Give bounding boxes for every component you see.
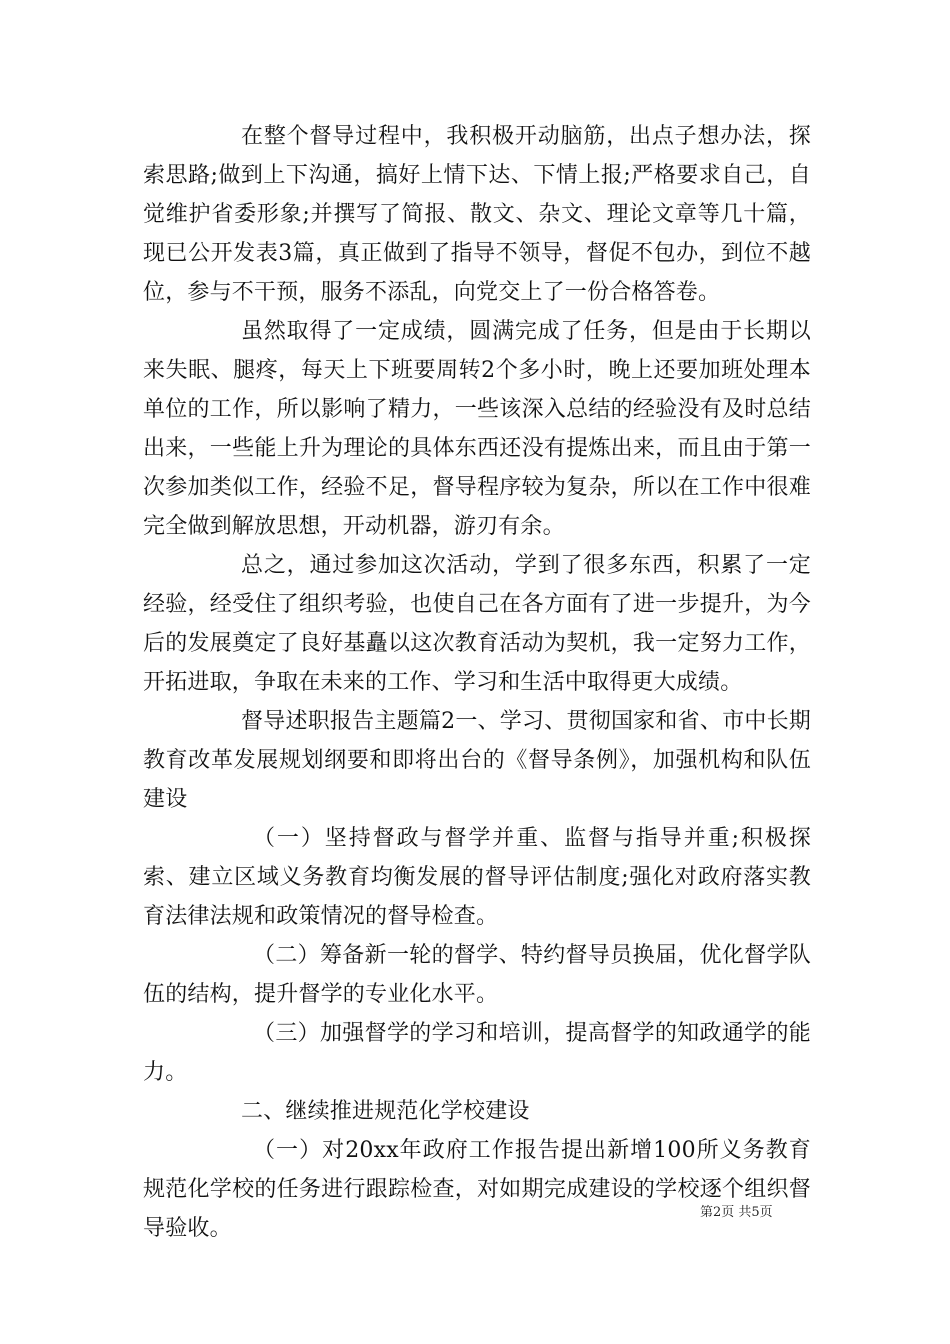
paragraph-report-part2-heading: 督导述职报告主题篇2一、学习、贯彻国家和省、市中长期教育改革发展规划纲要和即将出台的《督导条例》，加强机构和队伍建设 (143, 709, 811, 812)
paragraph-shortcomings: 虽然取得了一定成绩，圆满完成了任务，但是由于长期以来失眠、腿疼，每天上下班要周转2个多小时，晚上还要加班处理本单位的工作，所以影响了精力，一些该深入总结的经验没有及时总结出来，一些能上升为理论的具体东西还没有提炼出来，而且由于第一次参加类似工作，经验不足，督导程序较为复杂，所以在工作中很难完全做到解放思想，开动机器，游刃有余。 (143, 319, 811, 539)
paragraph-school-item-1: （一）对20xx年政府工作报告提出新增100所义务教育规范化学校的任务进行跟踪检查，对如期完成建设的学校逐个组织督导验收。 (143, 1138, 811, 1241)
paragraph-item-1: （一）坚持督政与督学并重、监督与指导并重;积极探索、建立区域义务教育均衡发展的督导评估制度;强化对政府落实教育法律法规和政策情况的督导检查。 (143, 826, 811, 929)
page-number-footer: 第2页 共5页 (700, 1205, 773, 1220)
paragraph-item-3: （三）加强督学的学习和培训，提高督学的知政通学的能力。 (143, 1021, 811, 1085)
paragraph-conclusion: 总之，通过参加这次活动，学到了很多东西，积累了一定经验，经受住了组织考验，也使自己在各方面有了进一步提升，为今后的发展奠定了良好基矗以这次教育活动为契机，我一定努力工作，开拓进取，争取在未来的工作、学习和生活中取得更大成绩。 (143, 553, 811, 695)
section-heading-school-standardization: 二、继续推进规范化学校建设 (241, 1099, 530, 1124)
document-body (143, 117, 811, 1248)
paragraph-item-2: （二）筹备新一轮的督学、特约督导员换届，优化督学队伍的结构，提升督学的专业化水平。 (143, 943, 811, 1007)
paragraph-supervision-work: 在整个督导过程中，我积极开动脑筋，出点子想办法，探索思路;做到上下沟通，搞好上情下达、下情上报;严格要求自己，自觉维护省委形象;并撰写了简报、散文、杂文、理论文章等几十篇，现已公开发表3篇，真正做到了指导不领导，督促不包办，到位不越位，参与不干预，服务不添乱，向党交上了一份合格答卷。 (143, 124, 811, 305)
